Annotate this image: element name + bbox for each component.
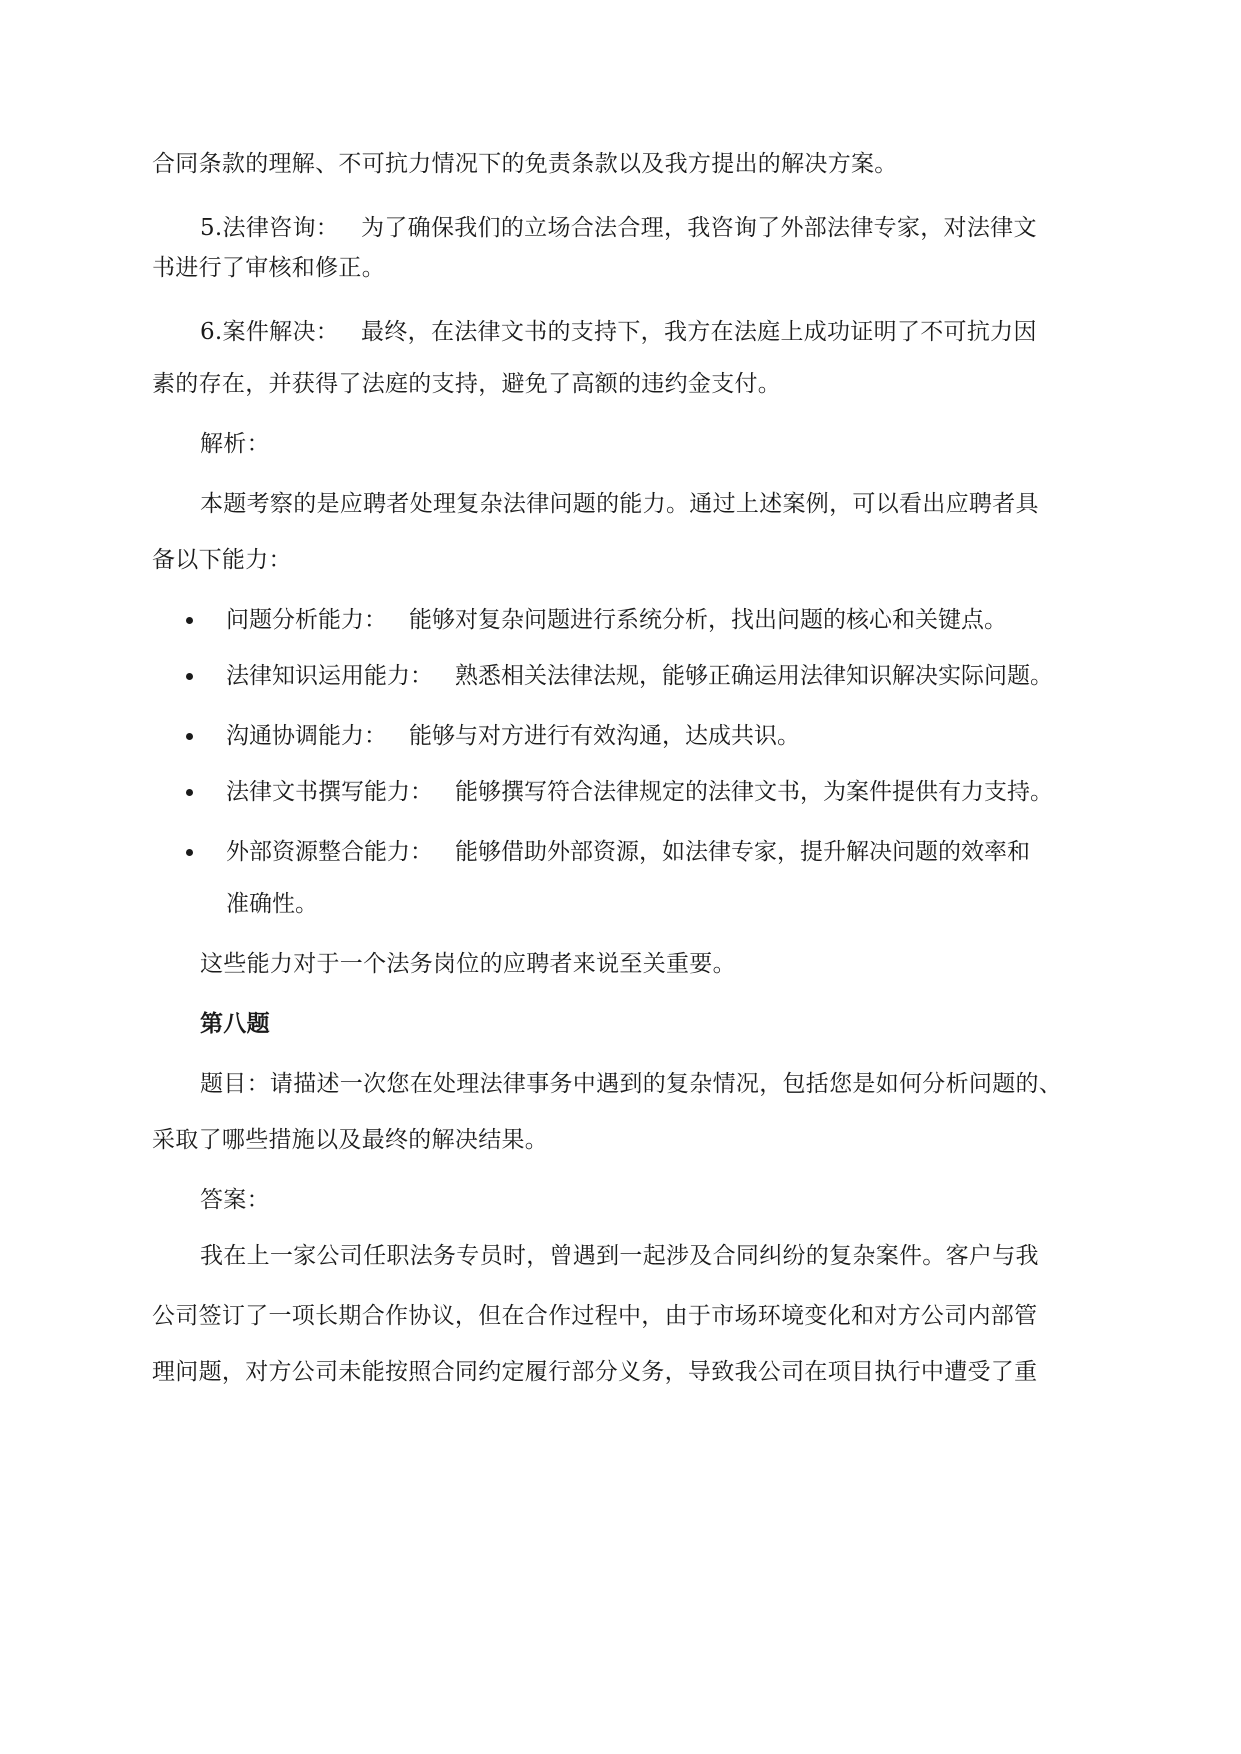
paragraph-line: 本题考察的是应聘者处理复杂法律问题的能力。通过上述案例，可以看出应聘者具 xyxy=(200,491,1039,517)
bullet-icon xyxy=(186,789,193,796)
item-label: 5.法律咨询： xyxy=(200,215,340,241)
paragraph-line: 合同条款的理解、不可抗力情况下的免责条款以及我方提出的解决方案。 xyxy=(152,151,898,177)
paragraph-line: 书进行了审核和修正。 xyxy=(152,255,385,281)
paragraph-line: 备以下能力： xyxy=(152,547,292,573)
list-item-5 xyxy=(200,212,1037,244)
paragraph-line: 理问题，对方公司未能按照合同约定履行部分义务，导致我公司在项目执行中遭受了重 xyxy=(152,1359,1038,1385)
bullet-label: 沟通协调能力： xyxy=(226,723,387,749)
bullet-icon xyxy=(186,617,193,624)
question-prompt: 题目：请描述一次您在处理法律事务中遇到的复杂情况，包括您是如何分析问题的、 xyxy=(200,1071,1063,1097)
analysis-heading: 解析： xyxy=(200,431,270,457)
paragraph-line: 公司签订了一项长期合作协议，但在合作过程中，由于市场环境变化和对方公司内部管 xyxy=(152,1303,1038,1329)
bullet-icon xyxy=(186,673,193,680)
bullet-label: 法律文书撰写能力： xyxy=(226,779,433,805)
bullet-text: 能够对复杂问题进行系统分析，找出问题的核心和关键点。 xyxy=(409,607,1007,633)
bullet-label: 法律知识运用能力： xyxy=(226,663,433,689)
paragraph-line: 采取了哪些措施以及最终的解决结果。 xyxy=(152,1127,549,1153)
item-text: 为了确保我们的立场合法合理，我咨询了外部法律专家，对法律文 xyxy=(361,215,1037,241)
paragraph-line: 我在上一家公司任职法务专员时，曾遇到一起涉及合同纠纷的复杂案件。客户与我 xyxy=(200,1243,1039,1269)
item-label: 6.案件解决： xyxy=(200,319,340,345)
answer-heading: 答案： xyxy=(200,1187,270,1213)
bullet-icon xyxy=(186,849,193,856)
section-heading: 第八题 xyxy=(200,1010,270,1037)
item-text: 最终，在法律文书的支持下，我方在法庭上成功证明了不可抗力因 xyxy=(361,319,1037,345)
bullet-text: 熟悉相关法律法规，能够正确运用法律知识解决实际问题。 xyxy=(455,663,1053,689)
bullet-continuation: 准确性。 xyxy=(226,891,318,917)
bullet-text: 能够撰写符合法律规定的法律文书，为案件提供有力支持。 xyxy=(455,779,1053,805)
summary-line: 这些能力对于一个法务岗位的应聘者来说至关重要。 xyxy=(200,951,736,977)
list-item-6 xyxy=(200,316,1037,348)
paragraph-line: 素的存在，并获得了法庭的支持，避免了高额的违约金支付。 xyxy=(152,371,782,397)
bullet-label: 外部资源整合能力： xyxy=(226,839,433,865)
bullet-icon xyxy=(186,733,193,740)
bullet-text: 能够借助外部资源，如法律专家，提升解决问题的效率和 xyxy=(455,839,1030,865)
bullet-text: 能够与对方进行有效沟通，达成共识。 xyxy=(409,723,800,749)
bullet-label: 问题分析能力： xyxy=(226,607,387,633)
